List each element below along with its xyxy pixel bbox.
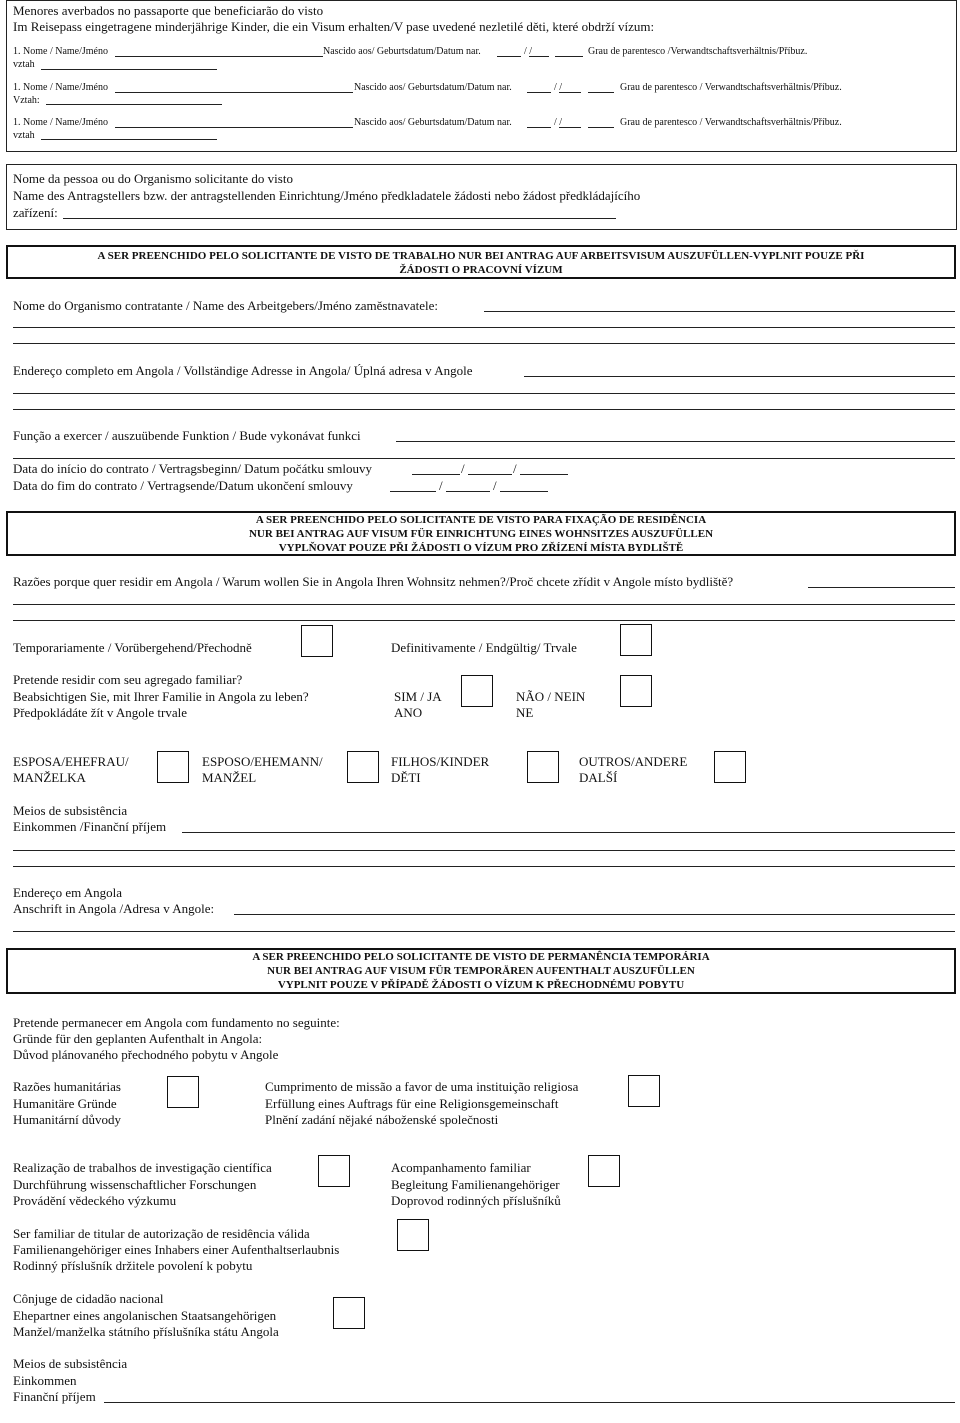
others-label-cz: DALŠÍ bbox=[579, 770, 618, 785]
function-field[interactable] bbox=[396, 441, 955, 442]
minor-name-label: 1. Nome / Name/Jméno bbox=[13, 46, 108, 57]
research-label-cz: Provádění vědeckého výzkumu bbox=[13, 1193, 177, 1208]
minor-relation-field[interactable] bbox=[41, 139, 217, 140]
contract-end-day[interactable] bbox=[390, 491, 436, 492]
minor-birth-label: Nascido aos/ Geburtsdatum/Datum nar. bbox=[354, 117, 512, 128]
humanitarian-label-pt: Razões humanitárias bbox=[13, 1079, 121, 1094]
family-label-pt: Acompanhamento familiar bbox=[391, 1160, 531, 1175]
definitive-label: Definitivamente / Endgültig/ Trvale bbox=[391, 640, 577, 655]
contract-end-sep: / bbox=[493, 478, 497, 493]
research-label-pt: Realização de trabalhos de investigação científica bbox=[13, 1160, 272, 1175]
minor-name-field[interactable] bbox=[115, 56, 323, 57]
minor-name-label: 1. Nome / Name/Jméno bbox=[13, 117, 108, 128]
temporary-checkbox[interactable] bbox=[301, 625, 333, 657]
angola-address-field-line[interactable] bbox=[13, 931, 955, 932]
temporary-header-line3: VYPLNIT POUZE V PŘÍPADĚ ŽÁDOSTI O VÍZUM K PŘECHODNÉMU POBYTU bbox=[277, 979, 685, 991]
applicant-label-cz: zařízení: bbox=[13, 205, 58, 220]
research-label-de: Durchführung wissenschaftlicher Forschungen bbox=[13, 1177, 257, 1192]
minor-relation-suffix: vztah bbox=[13, 59, 35, 70]
minor-birth-label: Nascido aos/ Geburtsdatum/Datum nar. bbox=[323, 46, 481, 57]
minor-relation-field[interactable] bbox=[46, 104, 222, 105]
husband-label: ESPOSO/EHEMANN/ bbox=[202, 754, 323, 769]
stay-means-label-de: Einkommen bbox=[13, 1373, 77, 1388]
minor-date-sep: / / bbox=[554, 117, 563, 128]
reasons-field-line[interactable] bbox=[13, 620, 955, 621]
yes-label-cz: ANO bbox=[394, 705, 423, 720]
wife-label-cz: MANŽELKA bbox=[13, 770, 86, 785]
religious-checkbox[interactable] bbox=[628, 1075, 660, 1107]
contract-end-label: Data do fim do contrato / Vertragsende/Datum ukončení smlouvy bbox=[13, 478, 353, 493]
address-field-line[interactable] bbox=[13, 393, 955, 394]
temporary-header-line1: A SER PREENCHIDO PELO SOLICITANTE DE VISTO DE PERMANÊNCIA TEMPORÁRIA bbox=[252, 951, 710, 963]
angola-address-field[interactable] bbox=[234, 914, 955, 915]
means-field-line[interactable] bbox=[13, 866, 955, 867]
temporary-header-line2: NUR BEI ANTRAG AUF VISUM FÜR TEMPORÄREN AUFENTHALT AUSZUFÜLLEN bbox=[267, 965, 695, 977]
employer-label: Nome do Organismo contratante / Name des Arbeitgebers/Jméno zaměstnavatele: bbox=[13, 298, 439, 313]
religious-label-pt: Cumprimento de missão a favor de uma instituição religiosa bbox=[265, 1079, 579, 1094]
reasons-label: Razões porque quer residir em Angola / Warum wollen Sie in Angola Ihren Wohnsitz nehmen?/Proč chcete zřídit v Angole místo bydliště? bbox=[13, 574, 734, 589]
employer-field-line[interactable] bbox=[13, 343, 955, 344]
husband-label-cz: MANŽEL bbox=[202, 770, 257, 785]
no-label-cz: NE bbox=[516, 705, 534, 720]
yes-label: SIM / JA bbox=[394, 689, 442, 704]
angola-address-label-de-cz: Anschrift in Angola /Adresa v Angole: bbox=[13, 901, 215, 916]
definitive-checkbox[interactable] bbox=[620, 624, 652, 656]
minor-name-field[interactable] bbox=[115, 127, 353, 128]
stay-means-field[interactable] bbox=[104, 1402, 955, 1403]
family-question-cz: Předpokládáte žít v Angole trvale bbox=[13, 705, 188, 720]
minors-title-de-cz: Im Reisepass eingetragene minderjährige Kinder, die ein Visum erhalten/V pase uvedené nezletilé děti, které obdrží vízum: bbox=[13, 19, 655, 34]
spouse-label-de: Ehepartner eines angolanischen Staatsangehörigen bbox=[13, 1308, 277, 1323]
spouse-label-cz: Manžel/manželka státního příslušníka státu Angola bbox=[13, 1324, 279, 1339]
spouse-checkbox[interactable] bbox=[333, 1297, 365, 1329]
stay-basis-pt: Pretende permanecer em Angola com fundamento no seguinte: bbox=[13, 1015, 340, 1030]
work-header-line2: ŽÁDOSTI O PRACOVNÍ VÍZUM bbox=[399, 264, 563, 276]
applicant-label-de-cz: Name des Antragstellers bzw. der antragstellenden Einrichtung/Jméno předkladatele žádosti nebo žádost předkládajícího bbox=[13, 188, 641, 203]
minor-relation-label: Grau de parentesco / Verwandtschaftsverhältnis/Příbuz. bbox=[620, 82, 842, 93]
means-label-de-cz: Einkommen /Finanční příjem bbox=[13, 819, 167, 834]
address-field[interactable] bbox=[524, 376, 955, 377]
family-question-pt: Pretende residir com seu agregado familiar? bbox=[13, 672, 243, 687]
religious-label-cz: Plnění zadání nějaké náboženské společnosti bbox=[265, 1112, 499, 1127]
contract-start-day[interactable] bbox=[412, 474, 460, 475]
humanitarian-label-de: Humanitäre Gründe bbox=[13, 1096, 117, 1111]
research-checkbox[interactable] bbox=[318, 1155, 350, 1187]
humanitarian-label-cz: Humanitární důvody bbox=[13, 1112, 121, 1127]
contract-start-label: Data do início do contrato / Vertragsbeginn/ Datum počátku smlouvy bbox=[13, 461, 372, 476]
address-field-line[interactable] bbox=[13, 409, 955, 410]
residence-header-line3: VYPLŇOVAT POUZE PŘI ŽÁDOSTI O VÍZUM PRO ZŘÍZENÍ MÍSTA BYDLIŠTĚ bbox=[278, 542, 684, 554]
religious-label-de: Erfüllung eines Auftrags für eine Religionsgemeinschaft bbox=[265, 1096, 559, 1111]
applicant-field[interactable] bbox=[63, 218, 616, 219]
yes-checkbox[interactable] bbox=[461, 675, 493, 707]
stay-means-label-pt: Meios de subsistência bbox=[13, 1356, 128, 1371]
no-checkbox[interactable] bbox=[620, 675, 652, 707]
family-label-de: Begleitung Familienangehöriger bbox=[391, 1177, 560, 1192]
minor-birth-day-field[interactable] bbox=[527, 127, 551, 128]
family-label-cz: Doprovod rodinných příslušníků bbox=[391, 1193, 561, 1208]
contract-start-month[interactable] bbox=[468, 474, 512, 475]
means-field-line[interactable] bbox=[13, 850, 955, 851]
minor-date-sep: / / bbox=[554, 82, 563, 93]
children-label-cz: DĚTI bbox=[391, 770, 421, 785]
stay-basis-de: Gründe für den geplanten Aufenthalt in Angola: bbox=[13, 1031, 263, 1046]
minor-birth-month-field[interactable] bbox=[559, 92, 581, 93]
minors-title-pt: Menores averbados no passaporte que beneficiarão do visto bbox=[13, 3, 324, 18]
contract-end-month[interactable] bbox=[446, 491, 490, 492]
reasons-field-line[interactable] bbox=[13, 604, 955, 605]
minor-relation-field[interactable] bbox=[41, 69, 217, 70]
minor-birth-label: Nascido aos/ Geburtsdatum/Datum nar. bbox=[354, 82, 512, 93]
minor-birth-day-field[interactable] bbox=[497, 56, 521, 57]
wife-checkbox[interactable] bbox=[157, 751, 189, 783]
contract-start-sep: / bbox=[461, 461, 465, 476]
means-label-pt: Meios de subsistência bbox=[13, 803, 128, 818]
minor-relation-label: Grau de parentesco / Verwandtschaftsverhältnis/Příbuz. bbox=[620, 117, 842, 128]
others-checkbox[interactable] bbox=[714, 751, 746, 783]
temporary-label: Temporariamente / Vorübergehend/Přechodně bbox=[13, 640, 252, 655]
no-label: NÃO / NEIN bbox=[516, 689, 586, 704]
minor-birth-month-field[interactable] bbox=[529, 56, 549, 57]
work-header-line1: A SER PREENCHIDO PELO SOLICITANTE DE VISTO DE TRABALHO NUR BEI ANTRAG AUF ARBEITSVISUM AUSZUFÜLLEN-VYPLNIT POUZE PŘI bbox=[97, 250, 865, 262]
minor-birth-year-field[interactable] bbox=[588, 127, 614, 128]
applicant-label-pt: Nome da pessoa ou do Organismo solicitante do visto bbox=[13, 171, 293, 186]
contract-end-year[interactable] bbox=[500, 491, 548, 492]
wife-label: ESPOSA/EHEFRAU/ bbox=[13, 754, 129, 769]
minor-name-label: 1. Nome / Name/Jméno bbox=[13, 82, 108, 93]
minor-birth-month-field[interactable] bbox=[559, 127, 581, 128]
resident-family-label-de: Familienangehöriger eines Inhabers einer Aufenthaltserlaubnis bbox=[13, 1242, 340, 1257]
resident-family-checkbox[interactable] bbox=[397, 1219, 429, 1251]
minor-birth-year-field[interactable] bbox=[555, 56, 583, 57]
contract-end-sep: / bbox=[439, 478, 443, 493]
others-label: OUTROS/ANDERE bbox=[579, 754, 688, 769]
husband-checkbox[interactable] bbox=[347, 751, 379, 783]
minor-relation-suffix: vztah bbox=[13, 130, 35, 141]
contract-start-sep: / bbox=[513, 461, 517, 476]
angola-address-label-pt: Endereço em Angola bbox=[13, 885, 123, 900]
resident-family-label-pt: Ser familiar de titular de autorização de residência válida bbox=[13, 1226, 310, 1241]
function-label: Função a exercer / auszuübende Funktion / Bude vykonávat funkci bbox=[13, 428, 361, 443]
humanitarian-checkbox[interactable] bbox=[167, 1076, 199, 1108]
residence-header-line2: NUR BEI ANTRAG AUF VISUM FÜR EINRICHTUNG EINES WOHNSITZES AUSZUFÜLLEN bbox=[248, 528, 714, 540]
reasons-field[interactable] bbox=[808, 587, 955, 588]
minor-birth-year-field[interactable] bbox=[588, 92, 614, 93]
minor-birth-day-field[interactable] bbox=[527, 92, 551, 93]
function-field-line[interactable] bbox=[13, 458, 955, 459]
minor-date-sep: / / bbox=[524, 46, 533, 57]
minor-relation-label: Grau de parentesco /Verwandtschaftsverhältnis/Příbuz. bbox=[588, 46, 808, 57]
means-field[interactable] bbox=[182, 832, 955, 833]
employer-field[interactable] bbox=[484, 311, 955, 312]
spouse-label-pt: Cônjuge de cidadão nacional bbox=[13, 1291, 164, 1306]
contract-start-year[interactable] bbox=[520, 474, 568, 475]
address-label: Endereço completo em Angola / Vollständige Adresse in Angola/ Úplná adresa v Angole bbox=[13, 363, 473, 378]
stay-means-label-cz: Finanční příjem bbox=[13, 1389, 96, 1404]
stay-basis-cz: Důvod plánovaného přechodného pobytu v Angole bbox=[13, 1047, 279, 1062]
family-question-de: Beabsichtigen Sie, mit Ihrer Familie in Angola zu leben? bbox=[13, 689, 309, 704]
employer-field-line[interactable] bbox=[13, 327, 955, 328]
residence-header-line1: A SER PREENCHIDO PELO SOLICITANTE DE VISTO PARA FIXAÇÃO DE RESIDÊNCIA bbox=[255, 514, 707, 526]
children-label: FILHOS/KINDER bbox=[391, 754, 490, 769]
resident-family-label-cz: Rodinný příslušník držitele povolení k pobytu bbox=[13, 1258, 253, 1273]
children-checkbox[interactable] bbox=[527, 751, 559, 783]
minor-relation-suffix: Vztah: bbox=[13, 95, 40, 106]
family-checkbox[interactable] bbox=[588, 1155, 620, 1187]
minor-name-field[interactable] bbox=[115, 92, 353, 93]
